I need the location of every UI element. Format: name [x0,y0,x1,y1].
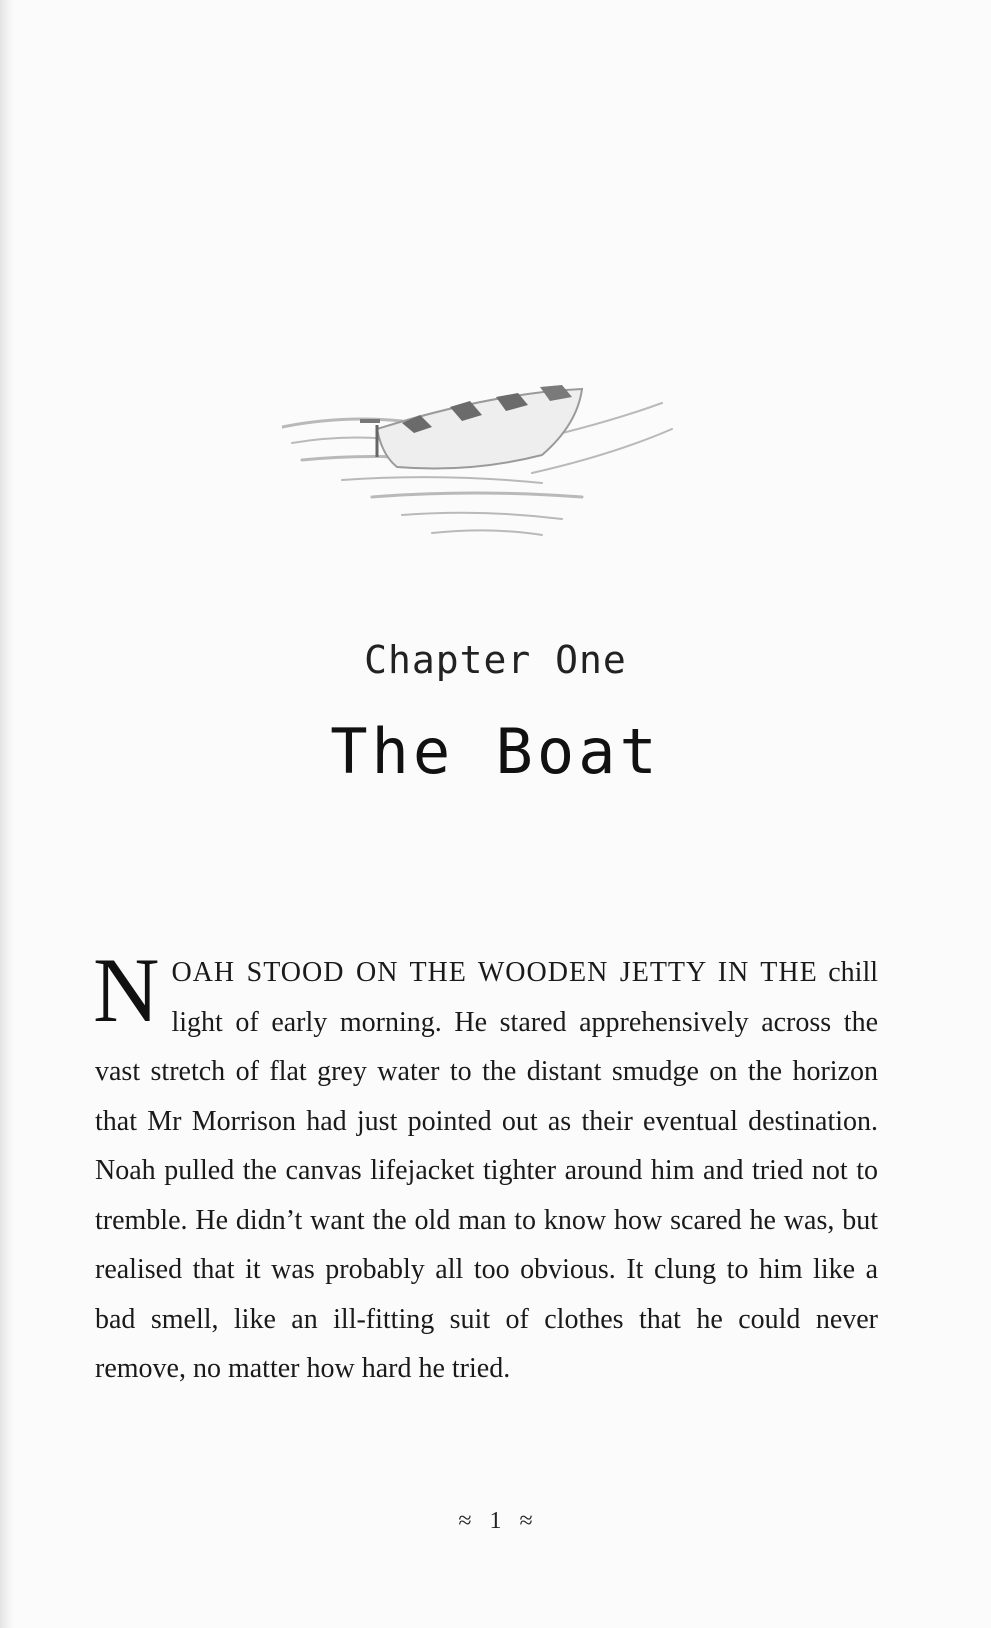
page-number-footer [0,1508,991,1535]
paragraph-text: chill light of early morning. He stared apprehensively across the vast stretch of flat grey water to the distant smudge on the horizon that Mr Morrison had just pointed out as their eventual destination. Noah pulled the canvas lifejacket tighter around him and tried not to tremble. He didn’t want the old man to know how scared he was, but realised that it was probably all too obvious. It clung to him like a bad smell, like an ill-fitting suit of clothes that he could never remove, no matter how hard he tried. [95,957,879,1384]
chapter-title: The Boat [330,715,661,788]
chapter-label: Chapter One [364,638,627,682]
wave-ornament-right: ≈ [519,1508,533,1534]
lead-in: OAH STOOD ON THE WOODEN JETTY IN THE [171,957,818,988]
page-number: 1 [489,1508,502,1534]
body-paragraph [93,939,879,1394]
page-edge [0,0,14,1628]
rowing-boat-sketch-icon [282,385,682,555]
wave-ornament-left: ≈ [458,1508,472,1534]
drop-cap: N [93,939,160,1041]
